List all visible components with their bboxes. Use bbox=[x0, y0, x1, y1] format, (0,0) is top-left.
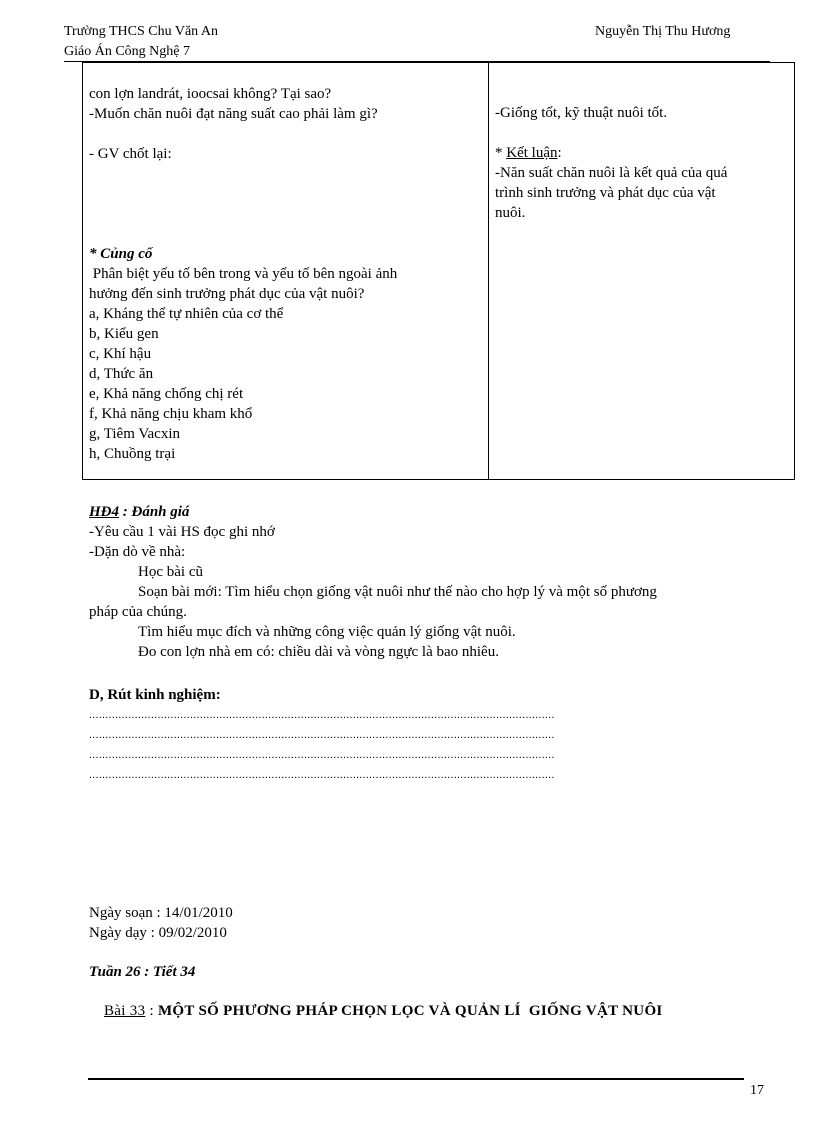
option-g: g, Tiêm Vacxin bbox=[89, 426, 180, 442]
week-lesson-label: Tuần 26 : Tiết 34 bbox=[89, 964, 196, 980]
hd4-line-6: Tìm hiểu mục đích và những công việc quản lý giống vật nuôi. bbox=[138, 624, 516, 640]
lesson-colon: : bbox=[145, 1003, 158, 1019]
hd4-line-7: Đo con lợn nhà em có: chiều dài và vòng ngực là bao nhiêu. bbox=[138, 644, 499, 660]
dotted-line-3: ............................................................................................................................................... bbox=[89, 749, 555, 761]
option-b: b, Kiểu gen bbox=[89, 326, 159, 342]
ketluan-heading bbox=[495, 143, 785, 163]
left-line-1: con lợn landrát, ioocsai không? Tại sao? bbox=[89, 86, 332, 102]
hd4-line-4: Soạn bài mới: Tìm hiểu chọn giống vật nuôi như thế nào cho hợp lý và một số phương bbox=[138, 584, 657, 600]
rut-kinh-nghiem-section bbox=[89, 685, 769, 785]
teacher-name: Nguyễn Thị Thu Hương bbox=[595, 24, 731, 39]
hd4-heading-rest: : Đánh giá bbox=[119, 504, 190, 520]
ketluan-colon: : bbox=[557, 145, 562, 161]
page-number: 17 bbox=[750, 1083, 764, 1098]
hd4-section bbox=[89, 502, 769, 662]
option-d: d, Thức ăn bbox=[89, 366, 154, 382]
hd4-line-5: pháp của chúng. bbox=[89, 604, 187, 620]
left-line-3: - GV chốt lại: bbox=[89, 146, 172, 162]
dates-section bbox=[89, 903, 233, 943]
answer-line: -Giống tốt, kỹ thuật nuôi tốt. bbox=[495, 105, 668, 121]
ketluan-star: * bbox=[495, 145, 507, 161]
option-f: f, Khả năng chịu kham khổ bbox=[89, 406, 253, 422]
option-a: a, Kháng thể tự nhiên của cơ thể bbox=[89, 306, 284, 322]
table-column-divider bbox=[488, 62, 489, 480]
cungco-heading: * Củng cố bbox=[89, 246, 153, 262]
lesson-title-text: MỘT SỐ PHƯƠNG PHÁP CHỌN LỌC VÀ QUẢN LÍ GIỐNG VẬT NUÔI bbox=[157, 1003, 663, 1019]
ngay-day: Ngày dạy : 09/02/2010 bbox=[89, 925, 227, 941]
dotted-line-2: ............................................................................................................................................... bbox=[89, 729, 555, 741]
hd4-label: HĐ4 bbox=[89, 504, 119, 520]
question-line-2: hưởng đến sinh trưởng phát dục của vật nuôi? bbox=[89, 286, 365, 302]
conclusion-line-1: -Năn suất chăn nuôi là kết quả của quá bbox=[495, 165, 728, 181]
hd4-heading bbox=[89, 502, 769, 522]
conclusion-line-2: trình sinh trưởng và phát dục của vật bbox=[495, 185, 716, 201]
hd4-line-1: -Yêu cầu 1 vài HS đọc ghi nhớ bbox=[89, 524, 275, 540]
left-line-2: -Muốn chăn nuôi đạt năng suất cao phải làm gì? bbox=[89, 106, 378, 122]
ketluan-label: Kết luận bbox=[506, 145, 558, 161]
ngay-soan: Ngày soạn : 14/01/2010 bbox=[89, 905, 233, 921]
table-right-cell bbox=[495, 103, 785, 223]
subject-name: Giáo Án Công Nghệ 7 bbox=[64, 44, 190, 59]
question-line-1: Phân biệt yếu tố bên trong và yếu tố bên ngoài ảnh bbox=[89, 266, 398, 282]
conclusion-line-3: nuôi. bbox=[495, 205, 526, 221]
dotted-line-1: ............................................................................................................................................... bbox=[89, 709, 555, 721]
lesson-title bbox=[104, 1001, 663, 1021]
rkn-heading: D, Rút kinh nghiệm: bbox=[89, 687, 221, 703]
school-name: Trường THCS Chu Văn An bbox=[64, 24, 218, 39]
page-header-left bbox=[64, 22, 218, 62]
dotted-line-4: ............................................................................................................................................... bbox=[89, 769, 555, 781]
footer-divider bbox=[88, 1078, 744, 1080]
hd4-line-3: Học bài cũ bbox=[138, 564, 203, 580]
option-h: h, Chuồng trại bbox=[89, 446, 176, 462]
table-left-cell bbox=[89, 84, 481, 464]
option-e: e, Khả năng chống chị rét bbox=[89, 386, 244, 402]
lesson-number: Bài 33 bbox=[104, 1003, 146, 1019]
hd4-line-2: -Dặn dò về nhà: bbox=[89, 544, 186, 560]
option-c: c, Khí hậu bbox=[89, 346, 152, 362]
